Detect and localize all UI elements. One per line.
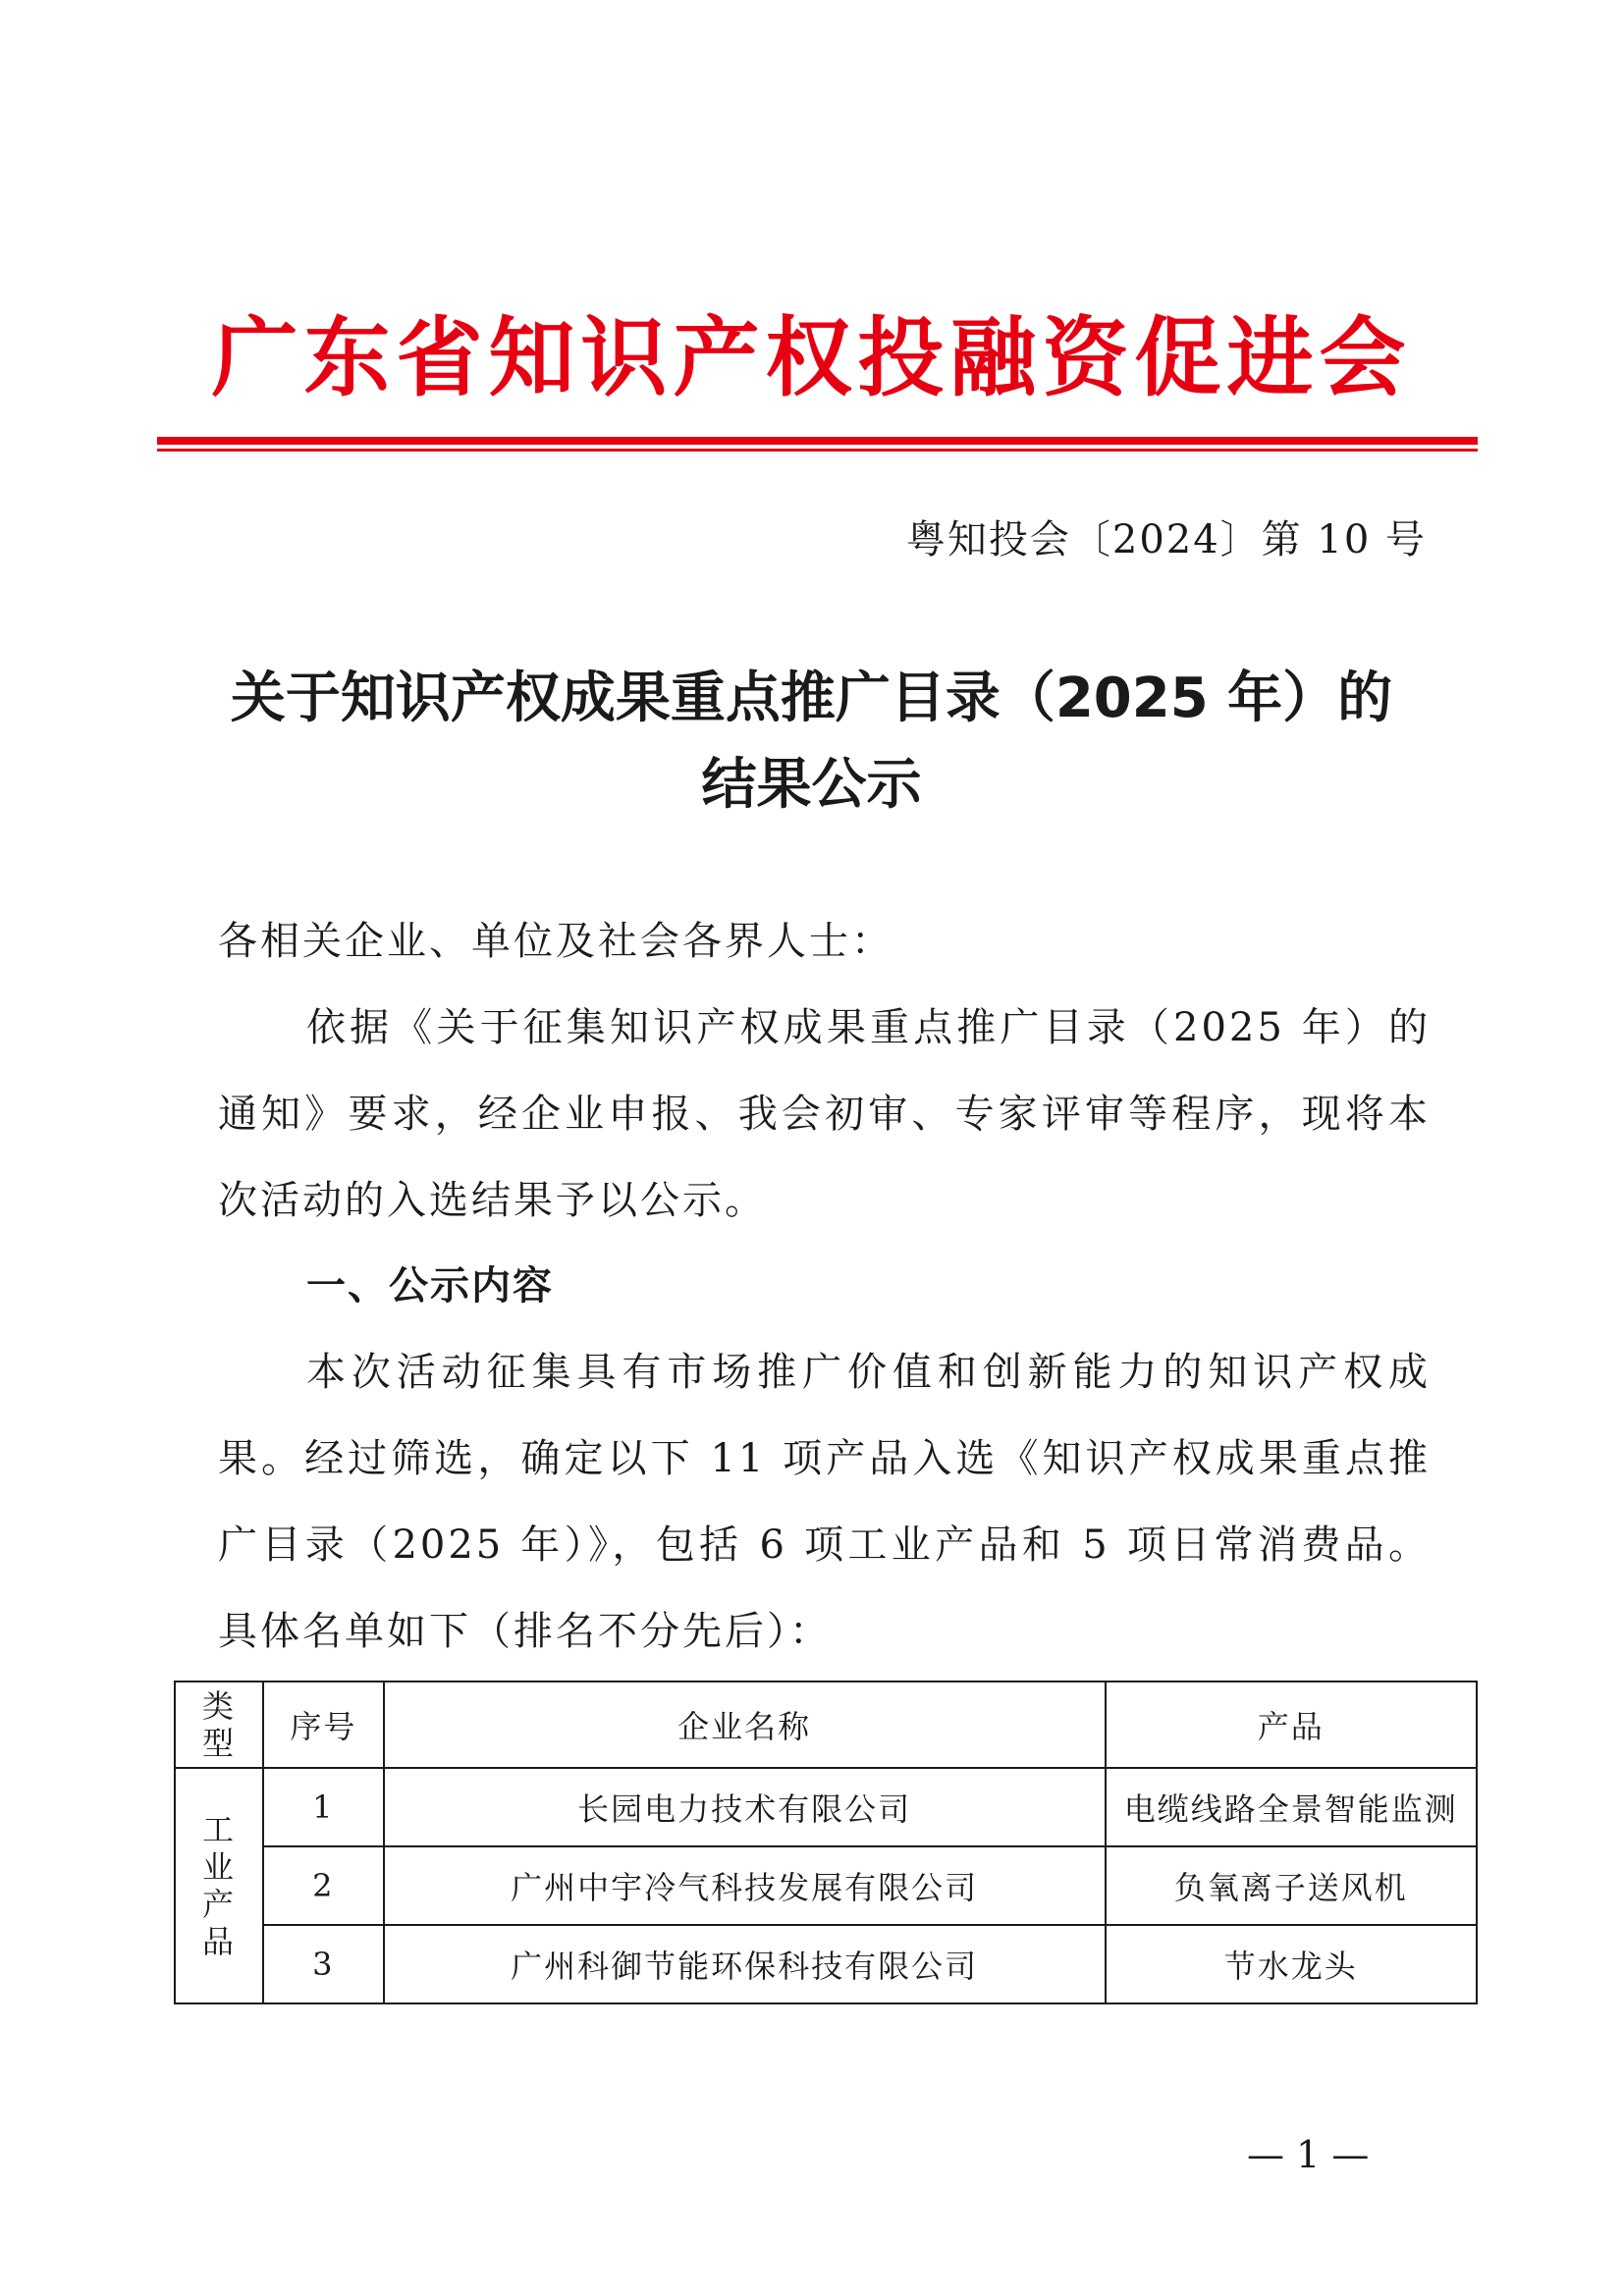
paragraph-content: 本次活动征集具有市场推广价值和创新能力的知识产权成果。经过筛选，确定以下 11 项产品入选《知识产权成果重点推广目录（2025 年）》，包括 6 项工业产品和 5 项日常消费品。具体名单如下（排名不分先后）： [218, 1350, 1431, 1654]
masthead-title: 广东省知识产权投融资促进会 [211, 307, 1412, 408]
row-product: 节水龙头 [1106, 1925, 1477, 2003]
section-heading-announcement: 一、公示内容 [306, 1263, 554, 1308]
document-title-line2: 结果公示 [701, 753, 922, 817]
header-seq: 序号 [263, 1682, 384, 1768]
document-title-line1: 关于知识产权成果重点推广目录（2025 年）的 [230, 667, 1393, 730]
masthead-rule-thick [157, 437, 1478, 445]
selection-table [174, 1681, 1478, 2004]
row-company: 长园电力技术有限公司 [384, 1768, 1106, 1846]
row-company: 广州中宇冷气科技发展有限公司 [384, 1846, 1106, 1925]
row-seq: 1 [263, 1768, 384, 1846]
page-number: — 1 — [1247, 2133, 1370, 2176]
table-row [175, 1925, 1477, 2003]
table-header-row [175, 1682, 1477, 1768]
table-row [175, 1768, 1477, 1846]
row-product: 负氧离子送风机 [1106, 1846, 1477, 1925]
salutation: 各相关企业、单位及社会各界人士： [218, 919, 893, 964]
row-seq: 2 [263, 1846, 384, 1925]
document-number: 粤知投会〔2024〕第 10 号 [905, 517, 1427, 562]
masthead-rule-thin [157, 449, 1478, 452]
row-company: 广州科御节能环保科技有限公司 [384, 1925, 1106, 2003]
row-product: 电缆线路全景智能监测 [1106, 1768, 1477, 1846]
group-label-cell: 工业产品 [175, 1768, 263, 2003]
table-row [175, 1846, 1477, 1925]
header-type: 类型 [175, 1682, 263, 1768]
header-company: 企业名称 [384, 1682, 1106, 1768]
paragraph-basis: 依据《关于征集知识产权成果重点推广目录（2025 年）的通知》要求，经企业申报、我会初审、专家评审等程序，现将本次活动的入选结果予以公示。 [218, 1005, 1431, 1223]
row-seq: 3 [263, 1925, 384, 2003]
header-product: 产品 [1106, 1682, 1477, 1768]
